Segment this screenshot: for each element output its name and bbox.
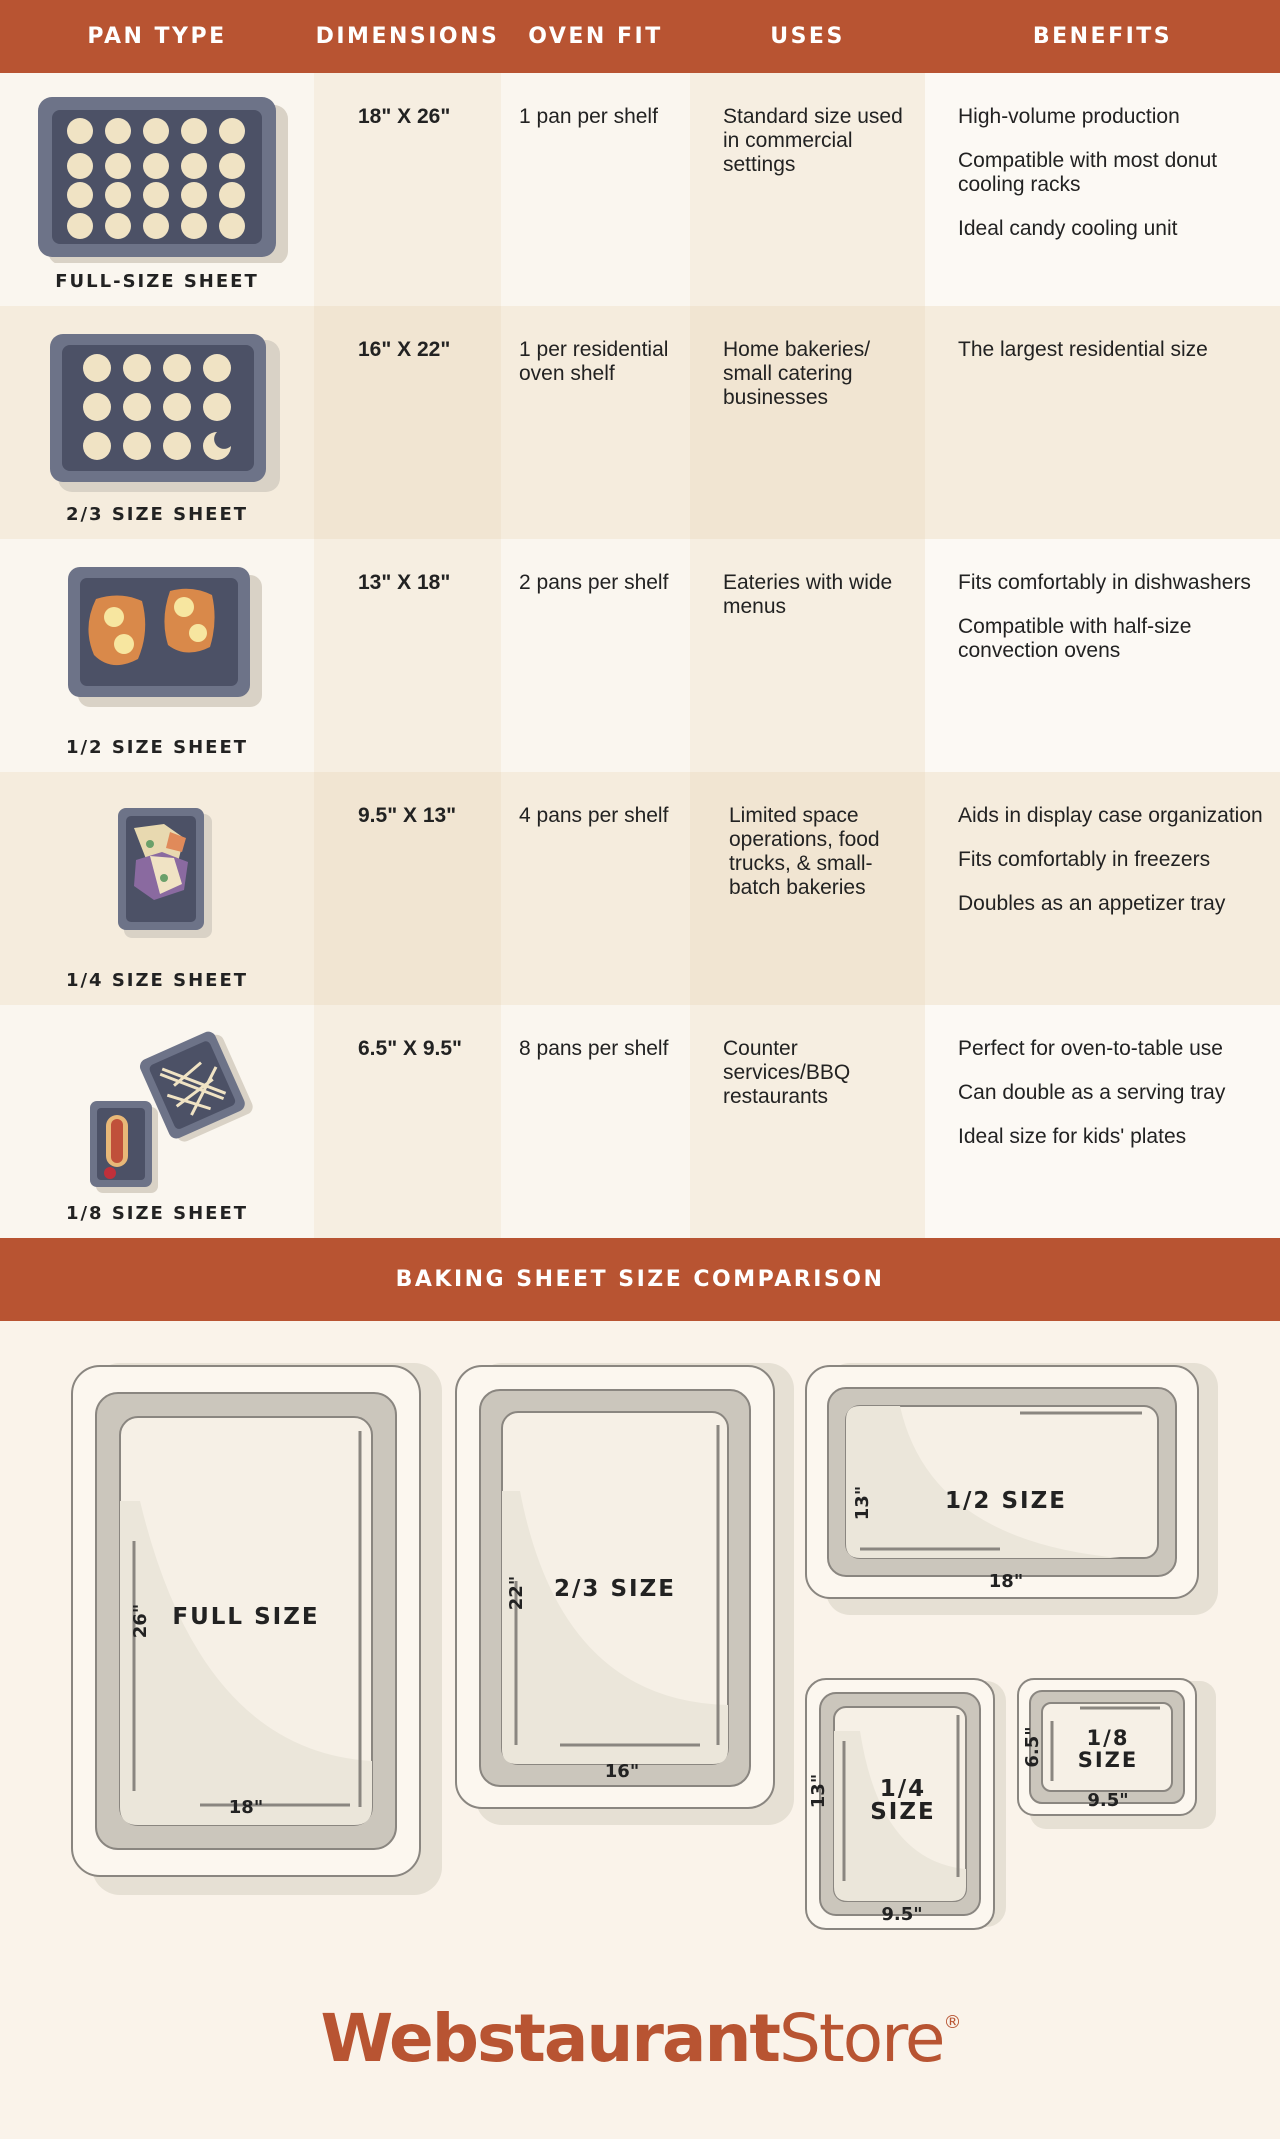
two-thirds-size-width: 16" — [604, 1761, 640, 1782]
eighth-size-height: 6.5" — [1022, 1726, 1043, 1768]
half-size-width: 18" — [988, 1571, 1024, 1592]
benefit-item: Doubles as an appetizer tray — [958, 892, 1226, 915]
two-thirds-size-label: 2/3 SIZE — [554, 1576, 676, 1602]
size-comparison-diagram — [0, 1321, 1280, 2021]
oven-fit-value: 1 pan per shelf — [519, 105, 658, 128]
dimensions-value: 18" X 26" — [358, 105, 451, 128]
pan-type-label: 1/8 SIZE SHEET — [65, 1203, 249, 1224]
two-thirds-size-height: 22" — [506, 1575, 527, 1611]
benefit-item: Compatible with most donut cooling racks — [958, 149, 1218, 196]
full-size-sheet-pan-image — [0, 83, 314, 263]
two-thirds-size-sheet-pan-image — [0, 316, 314, 496]
registered-mark: ® — [943, 2012, 960, 2033]
table-header — [0, 0, 1280, 73]
eighth-size-label-line1: 1/8 — [1086, 1726, 1130, 1750]
oven-fit-cell — [501, 306, 690, 539]
header-pan-type: PAN TYPE — [87, 24, 227, 49]
dimensions-cell — [314, 73, 501, 306]
uses-value: Home bakeries/ small catering businesses — [723, 338, 871, 409]
oven-fit-value: 4 pans per shelf — [519, 804, 669, 827]
pan-type-cell — [0, 772, 314, 1005]
webstaurantstore-logo — [0, 2000, 1280, 2077]
header-oven-fit: OVEN FIT — [528, 24, 663, 49]
dimensions-cell — [314, 1005, 501, 1238]
uses-cell — [690, 772, 925, 1005]
dimensions-value: 16" X 22" — [358, 338, 451, 361]
logo-text-part1: Webstaurant — [320, 2000, 779, 2077]
uses-cell — [690, 306, 925, 539]
benefits-cell — [925, 73, 1280, 306]
benefit-item: Fits comfortably in freezers — [958, 848, 1211, 871]
dimensions-cell — [314, 539, 501, 772]
half-size-sheet-pan-image — [0, 549, 314, 729]
benefit-item: Perfect for oven-to-table use — [958, 1037, 1223, 1060]
half-size-label: 1/2 SIZE — [945, 1488, 1067, 1514]
uses-value: Limited space operations, food trucks, & small-batch bakeries — [729, 804, 880, 899]
quarter-size-sheet-pan-image — [0, 782, 314, 962]
header-dimensions: DIMENSIONS — [315, 24, 500, 49]
quarter-size-width: 9.5" — [881, 1904, 923, 1925]
oven-fit-value: 2 pans per shelf — [519, 571, 669, 594]
half-size-height: 13" — [852, 1485, 873, 1521]
eighth-size-label-line2: SIZE — [1077, 1748, 1139, 1772]
table-row — [0, 1005, 1280, 1238]
uses-cell — [690, 1005, 925, 1238]
benefit-item: The largest residential size — [958, 338, 1208, 361]
pan-type-cell — [0, 73, 314, 306]
oven-fit-cell — [501, 539, 690, 772]
benefit-item: Can double as a serving tray — [958, 1081, 1226, 1104]
table-row — [0, 73, 1280, 306]
oven-fit-value: 1 per residential oven shelf — [519, 338, 669, 385]
pan-type-cell — [0, 539, 314, 772]
benefits-cell — [925, 306, 1280, 539]
table-row — [0, 539, 1280, 772]
eighth-size-sheet-pan-image — [0, 1015, 314, 1195]
pan-type-label: 1/4 SIZE SHEET — [65, 970, 249, 991]
comparison-title: BAKING SHEET SIZE COMPARISON — [0, 1238, 1280, 1321]
table-row — [0, 772, 1280, 1005]
oven-fit-cell — [501, 73, 690, 306]
uses-value: Counter services/BBQ restaurants — [723, 1037, 851, 1108]
benefit-item: Fits comfortably in dishwashers — [958, 571, 1251, 594]
dimensions-value: 13" X 18" — [358, 571, 451, 594]
dimensions-value: 6.5" X 9.5" — [358, 1037, 462, 1060]
uses-value: Eateries with wide menus — [723, 571, 893, 618]
oven-fit-cell — [501, 772, 690, 1005]
benefits-cell — [925, 1005, 1280, 1238]
uses-cell — [690, 73, 925, 306]
header-benefits: BENEFITS — [1032, 24, 1173, 49]
benefits-cell — [925, 772, 1280, 1005]
pan-type-label: 1/2 SIZE SHEET — [65, 737, 249, 758]
pan-type-label: 2/3 SIZE SHEET — [65, 504, 249, 525]
pan-type-label: FULL-SIZE SHEET — [55, 271, 259, 292]
benefit-item: Compatible with half-size convection ovens — [958, 615, 1192, 662]
full-size-label: FULL SIZE — [172, 1604, 320, 1630]
full-size-width: 18" — [228, 1797, 264, 1818]
pan-type-cell — [0, 306, 314, 539]
eighth-size-width: 9.5" — [1087, 1790, 1129, 1811]
benefit-item: Ideal size for kids' plates — [958, 1125, 1187, 1148]
benefit-item: Aids in display case organization — [958, 804, 1263, 827]
header-uses: USES — [770, 24, 845, 49]
oven-fit-cell — [501, 1005, 690, 1238]
quarter-size-label-line1: 1/4 — [879, 1776, 927, 1802]
oven-fit-value: 8 pans per shelf — [519, 1037, 669, 1060]
benefits-cell — [925, 539, 1280, 772]
dimensions-cell — [314, 772, 501, 1005]
dimensions-value: 9.5" X 13" — [358, 804, 457, 827]
pan-table — [0, 73, 1280, 1238]
table-row — [0, 306, 1280, 539]
quarter-size-label-line2: SIZE — [870, 1799, 936, 1825]
pan-type-cell — [0, 1005, 314, 1238]
benefit-item: Ideal candy cooling unit — [958, 217, 1178, 240]
quarter-size-height: 13" — [808, 1773, 829, 1809]
uses-cell — [690, 539, 925, 772]
uses-value: Standard size used in commercial settings — [723, 105, 903, 176]
benefit-item: High-volume production — [958, 105, 1180, 128]
dimensions-cell — [314, 306, 501, 539]
full-size-height: 26" — [130, 1603, 151, 1639]
logo-text-part2: Store — [778, 2000, 944, 2077]
